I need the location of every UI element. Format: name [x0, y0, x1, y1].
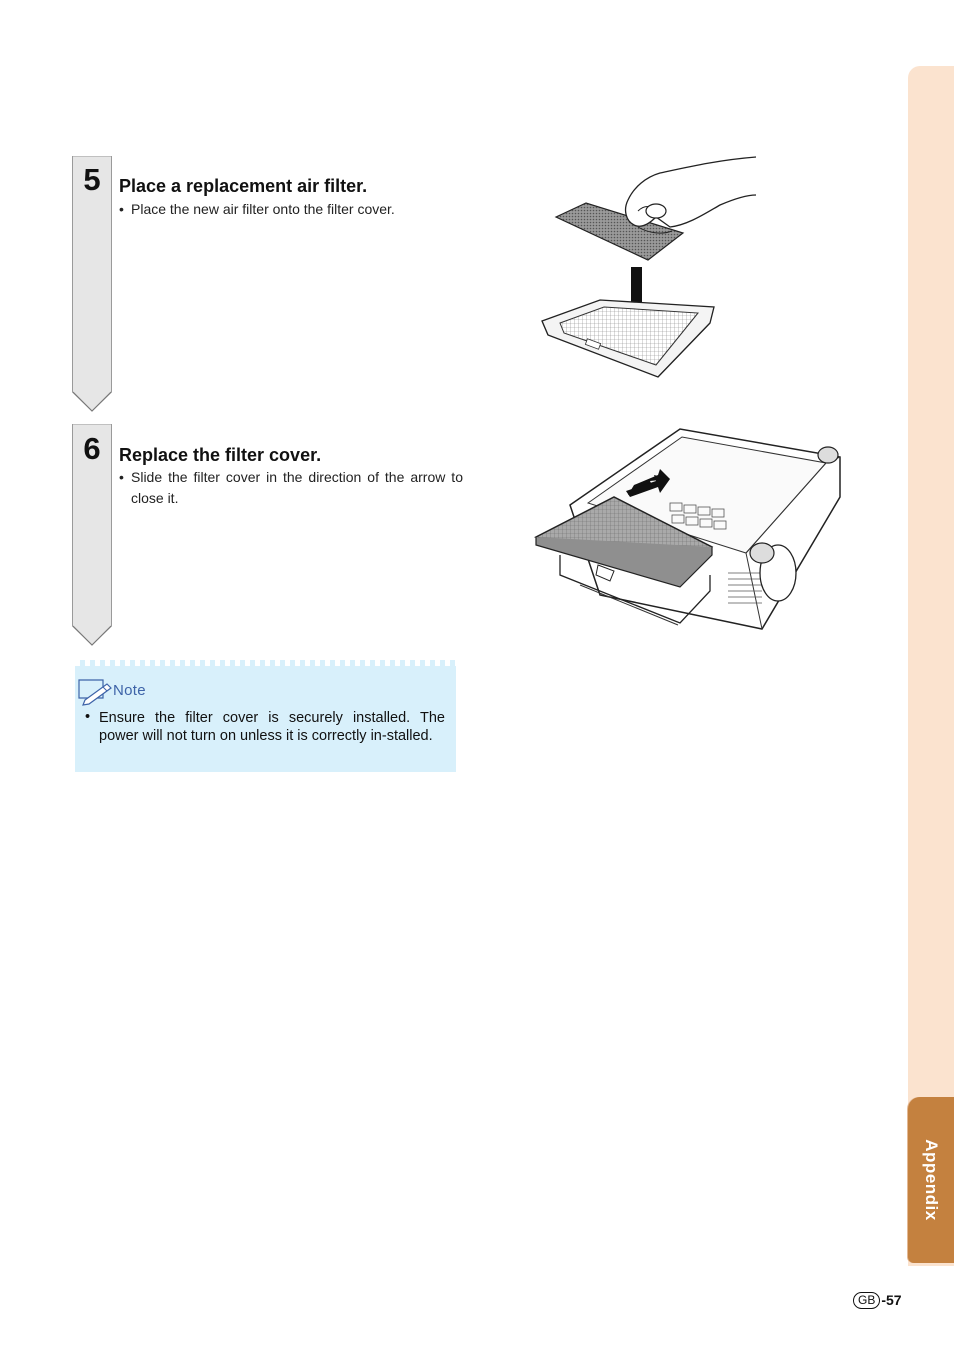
region-badge: GB: [853, 1292, 880, 1309]
filter-cover-installation-illustration: [530, 425, 850, 635]
step-5-number: 5: [83, 162, 101, 197]
note-box: [75, 660, 456, 772]
step-6-number: 6: [83, 431, 101, 466]
air-filter-placement-illustration: [538, 155, 758, 380]
appendix-tab-label: Appendix: [922, 1139, 941, 1221]
step-5-title: Place a replacement air filter.: [119, 176, 368, 196]
step-5-bullet: • Place the new air filter onto the filter cover.: [119, 199, 463, 220]
step-6-bullet: • Slide the filter cover in the direction of the arrow to close it.: [119, 467, 463, 509]
step-6-title: Replace the filter cover.: [119, 445, 322, 465]
side-tab-background: [908, 66, 954, 1266]
note-title: Note: [113, 682, 146, 699]
note-dashed-border: [75, 660, 456, 666]
pencil-icon: [77, 676, 113, 706]
note-text: Ensure the filter cover is securely installed. The power will not turn on unless it is correctly in-stalled.: [99, 710, 445, 744]
page-number-value: -57: [881, 1292, 902, 1308]
page-number: [853, 1290, 902, 1310]
note-bullet-marker: •: [85, 709, 91, 725]
